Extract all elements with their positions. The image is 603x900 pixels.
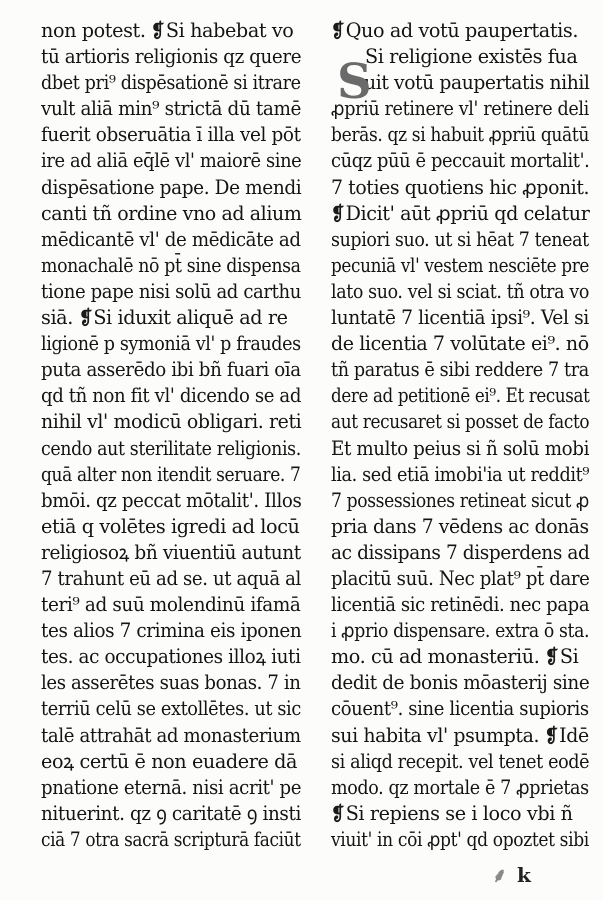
text-line: ligionē p symoniā vl' p fraudes (41, 332, 301, 356)
text-line: i ꝓprio dispensare. extra ō sta. (331, 619, 590, 643)
decorated-initial: S (337, 54, 372, 110)
text-line: ❡Si repiens se i loco vbi ñ (331, 801, 589, 827)
text-line: ❡Dicit' aūt ꝓpriū qd celatur (331, 201, 588, 227)
text-line: religiosoꝝ bñ viuentiū autunt (41, 540, 301, 564)
text-line: pnatione eternā. nisi acrit' pe (41, 775, 302, 799)
text-line: mo. cū ad monasteriū. ❡Si (331, 644, 589, 670)
text-line: tñ paratus ē sibi reddere 7 tra (331, 358, 589, 382)
text-line: ire ad aliā eq̄lē vl' maiorē sine (41, 149, 302, 173)
text-line: de licentia 7 volūtate ei⁹. nō (331, 332, 589, 356)
text-line: uit votū paupertatis nihil (364, 71, 590, 95)
text-line: teri⁹ ad suū molendinū ifamā (41, 593, 301, 617)
text-line: terriū celū se extollētes. ut sic (41, 697, 301, 721)
text-line: Et multo peius si ñ solū mobi (331, 436, 590, 460)
text-line: nituerint. qz ꝯ caritatē ꝯ insti (41, 801, 301, 825)
section-heading: ❡Quo ad votū paupertatis. (331, 18, 589, 44)
text-line: cōuent⁹. sine licentia supioris (331, 697, 589, 721)
flourish-icon: ⸙ (492, 863, 507, 887)
text-line: cūqz pūū ē peccauit mortalit'. (331, 149, 590, 173)
text-line: sui habita vl' psumpta. ❡Idē (331, 723, 585, 749)
text-line: placitū suū. Nec plat⁹ pt̄ dare (331, 566, 590, 590)
text-line: talē attrahāt ad monasterium (41, 723, 301, 747)
right-text-column (331, 18, 589, 853)
text-line: tione pape nisi solū ad carthu (41, 279, 301, 303)
text-line: si aliqd recepit. vel tenet eodē (331, 749, 590, 773)
text-line: luntatē 7 licentiā ipsi⁹. Vel si (331, 306, 589, 330)
text-line: cendo aut sterilitate religionis. (41, 436, 301, 460)
left-text-column (41, 18, 301, 853)
signature-mark (492, 862, 531, 888)
paragraph-mark-icon: ❡ (331, 801, 345, 825)
text-line: dispēsatione pape. De mendi (41, 175, 302, 199)
text-line: canti tñ ordine vno ad alium (41, 201, 302, 225)
text-line: tes alios 7 crimina eis iponen (41, 619, 302, 643)
text-line: dedit de bonis mōasterij sine (331, 671, 590, 695)
text-line: qd tñ non fit vl' dicendo se ad (41, 384, 302, 408)
text-line: tes. ac occupationes illoꝝ iuti (41, 645, 301, 669)
signature-letter: k (517, 863, 531, 887)
text-line: ac dissipans 7 disperdens ad (331, 540, 590, 564)
text-line: berās. qz si habuit ꝓpriū quātū (331, 123, 590, 147)
text-line: eoꝝ certū ē non euadere dā (41, 749, 298, 773)
paragraph-mark-icon: ❡ (545, 645, 559, 669)
text-line: quā alter non itendit seruare. 7 (41, 462, 301, 486)
text-line: viuit' in cōi ꝓpt' qd opoztet sibi (331, 827, 589, 851)
text-line: non potest. ❡Si habebat vo (41, 18, 301, 44)
text-line: 7 toties quotiens hic ꝓponit. (331, 175, 590, 199)
text-line: lia. sed etiā imobi'ia ut reddit⁹ (331, 462, 590, 486)
text-line: 7 trahunt eū ad se. ut aquā al (41, 566, 301, 590)
text-line: ciā 7 otra sacrā scripturā faciūt (41, 827, 301, 851)
paragraph-mark-icon: ❡ (331, 201, 345, 225)
text-line: fuerit obseruātia ī illa vel pōt (41, 123, 301, 147)
text-line: siā. ❡Si iduxit aliquē ad re (41, 305, 301, 331)
text-line: puta asserēdo ibi bñ fuari oīa (41, 358, 301, 382)
paragraph-mark-icon: ❡ (78, 306, 92, 330)
text-line: modo. qz mortale ē 7 ꝓprietas (331, 775, 589, 799)
text-line: monachalē nō pt̄ sine dispensa (41, 253, 301, 277)
text-line: Si religione existēs fua (365, 45, 578, 69)
text-line: supiori suo. ut si hēat 7 teneat (331, 227, 589, 251)
text-line: nihil vl' modicū obligari. reti (41, 410, 302, 434)
text-line: dbet pri⁹ dispēsationē si itrare (41, 71, 301, 95)
text-line: licentiā sic retinēdi. nec papa (331, 593, 590, 617)
text-line: tū artioris religionis qz quere (41, 45, 302, 69)
text-line: ꝓpriū retinere vl' retinere deli (331, 97, 589, 121)
text-line: etiā q volētes igredi ad locū (41, 514, 300, 538)
text-line: mēdicantē vl' de mēdicāte ad (41, 227, 301, 251)
text-line: bmōi. qz peccat mōtalit'. Illos (41, 488, 302, 512)
text-line: vult aliā min⁹ strictā dū tamē (41, 97, 302, 121)
paragraph-mark-icon: ❡ (544, 723, 558, 747)
text-line: pecuniā vl' vestem nesciēte pre (331, 253, 590, 277)
text-line: pria dans 7 vēdens ac donās (331, 514, 589, 538)
text-line: lato suo. vel si sciat. tñ otra vo (331, 279, 589, 303)
text-line: dere ad petitionē ei⁹. Et recusat (331, 384, 590, 408)
text-line: aut recusaret si posset de facto (331, 410, 590, 434)
paragraph-mark-icon: ❡ (151, 19, 165, 42)
text-line: les asserētes suas bonas. 7 in (41, 671, 301, 695)
text-line: 7 possessiones retineat sicut ꝓ (331, 488, 590, 512)
paragraph-mark-icon: ❡ (331, 19, 345, 42)
